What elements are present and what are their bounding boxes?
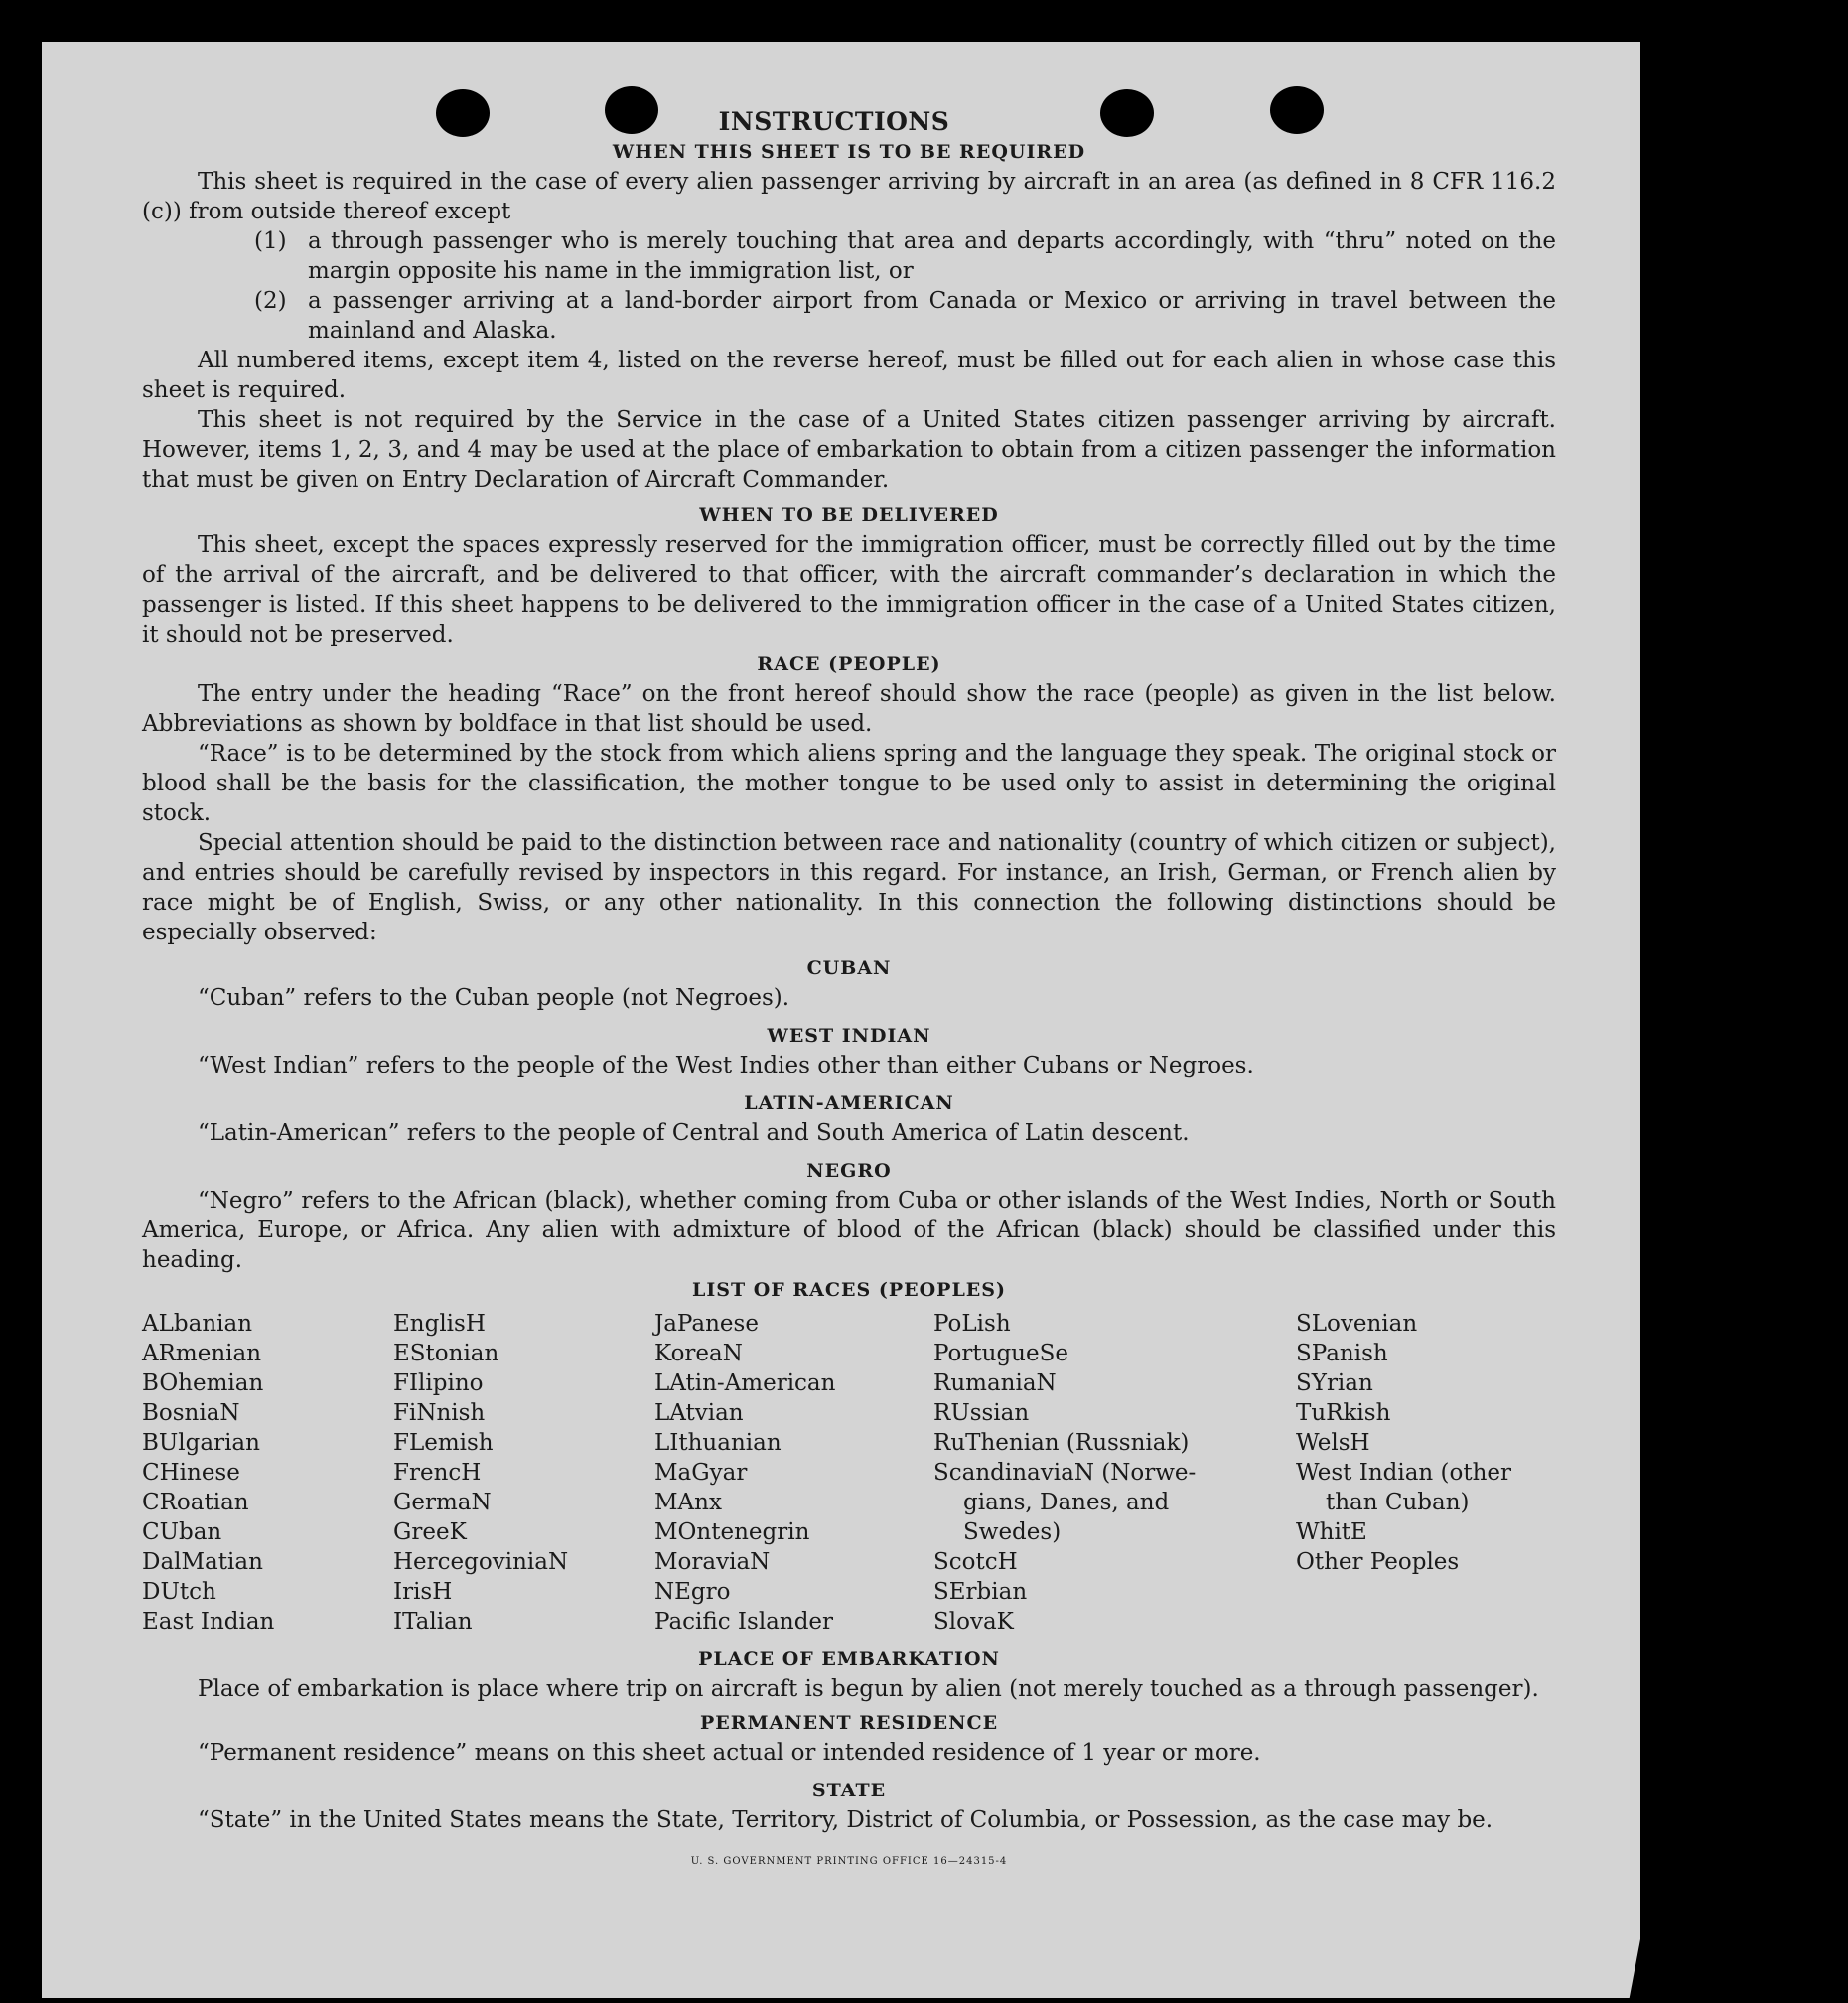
paragraph: This sheet, except the spaces expressly reserved for the immigration officer, must be correctly filled out by the time of the arrival of the aircraft, and be delivered to that officer, with the aircraft commander’s declaration in which the passenger is listed. If this sheet happens to be delivered to the immigration officer in the case of a United States citizen, it should not be preserved.: [142, 532, 1556, 647]
race-entry: ScandinaviaN (Norwe-: [933, 1460, 1197, 1486]
paragraph: “Latin-American” refers to the people of Central and South America of Latin descent.: [198, 1120, 1190, 1146]
race-entry: Pacific Islander: [654, 1609, 834, 1635]
section-heading: WEST INDIAN: [767, 1025, 931, 1047]
section-heading: LIST OF RACES (PEOPLES): [692, 1279, 1006, 1301]
race-entry: LAtin-American: [654, 1370, 836, 1396]
race-entry: East Indian: [142, 1609, 275, 1635]
race-column: [1296, 1309, 1556, 1637]
race-entry-continued: gians, Danes, and: [963, 1490, 1170, 1515]
section-heading: CUBAN: [806, 957, 892, 979]
race-entry: SlovaK: [933, 1609, 1014, 1635]
race-entry: WhitE: [1296, 1519, 1367, 1545]
instructions-content: [142, 107, 1556, 1877]
race-entry: NEgro: [654, 1579, 731, 1605]
race-entry: BUlgarian: [142, 1430, 260, 1456]
paragraph: All numbered items, except item 4, listed on the reverse hereof, must be filled out for each alien in whose case this sheet is required.: [142, 348, 1556, 403]
race-entry: ARmenian: [142, 1341, 262, 1366]
race-entry: PortugueSe: [933, 1341, 1068, 1366]
race-entry: FLemish: [393, 1430, 494, 1456]
item-number: (1): [254, 228, 287, 254]
race-entry: FiNnish: [393, 1400, 486, 1426]
section-heading: WHEN TO BE DELIVERED: [699, 504, 999, 526]
paragraph: Place of embarkation is place where trip on aircraft is begun by alien (not merely touched as a through passenger).: [198, 1676, 1539, 1702]
race-entry: DalMatian: [142, 1549, 263, 1575]
race-entry: GermaN: [393, 1490, 492, 1515]
paragraph: “West Indian” refers to the people of the West Indies other than either Cubans or Negroes.: [198, 1053, 1254, 1078]
race-entry: MaGyar: [654, 1460, 748, 1486]
paragraph: This sheet is required in the case of every alien passenger arriving by aircraft in an area (as defined in 8 CFR 116.2 (c)) from outside thereof except: [142, 169, 1556, 224]
race-entry: EStonian: [393, 1341, 499, 1366]
race-entry: JaPanese: [654, 1311, 759, 1337]
race-entry: ITalian: [393, 1609, 473, 1635]
list-item: [254, 226, 1556, 286]
race-column: [654, 1309, 933, 1637]
race-column: [393, 1309, 654, 1637]
list-item: [254, 286, 1556, 346]
race-entry: MAnx: [654, 1490, 722, 1515]
race-entry: EnglisH: [393, 1311, 486, 1337]
race-entry: KoreaN: [654, 1341, 743, 1366]
race-entry: RuThenian (Russniak): [933, 1430, 1190, 1456]
race-entry: MoraviaN: [654, 1549, 771, 1575]
section-heading: RACE (PEOPLE): [757, 653, 941, 675]
race-entry: BOhemian: [142, 1370, 264, 1396]
race-entry: LAtvian: [654, 1400, 744, 1426]
race-entry: TuRkish: [1296, 1400, 1391, 1426]
item-text: a passenger arriving at a land-border airport from Canada or Mexico or arriving in travel between the mainland and Alaska.: [308, 288, 1556, 344]
race-entry: PoLish: [933, 1311, 1011, 1337]
section-heading: NEGRO: [806, 1160, 892, 1182]
race-entry: CHinese: [142, 1460, 240, 1486]
item-number: (2): [254, 288, 287, 314]
race-entry: ALbanian: [142, 1311, 253, 1337]
race-entry: CUban: [142, 1519, 222, 1545]
race-entry: WelsH: [1296, 1430, 1370, 1456]
race-entry: HercegoviniaN: [393, 1549, 569, 1575]
section-heading: PLACE OF EMBARKATION: [698, 1648, 1000, 1670]
race-entry: MOntenegrin: [654, 1519, 810, 1545]
paragraph: The entry under the heading “Race” on the front hereof should show the race (people) as given in the list below. Abbreviations as shown by boldface in that list should be used.: [142, 681, 1556, 737]
paragraph: “Cuban” refers to the Cuban people (not Negroes).: [198, 985, 790, 1011]
paragraph: “State” in the United States means the State, Territory, District of Columbia, or Possession, as the case may be.: [198, 1807, 1493, 1833]
race-column: [933, 1309, 1296, 1637]
race-entry: Other Peoples: [1296, 1549, 1460, 1575]
section-heading: LATIN-AMERICAN: [744, 1092, 954, 1114]
item-text: a through passenger who is merely touching that area and departs accordingly, with “thru” noted on the margin opposite his name in the immigration list, or: [308, 228, 1556, 284]
race-entry: DUtch: [142, 1579, 216, 1605]
printer-imprint: U. S. GOVERNMENT PRINTING OFFICE 16—24315-4: [690, 1856, 1008, 1867]
race-entry: SLovenian: [1296, 1311, 1418, 1337]
race-entry: FIlipino: [393, 1370, 484, 1396]
race-entry: SPanish: [1296, 1341, 1388, 1366]
race-column: [142, 1309, 393, 1637]
race-entry-continued: than Cuban): [1326, 1490, 1470, 1515]
section-heading: PERMANENT RESIDENCE: [699, 1712, 999, 1734]
race-entry: FrencH: [393, 1460, 482, 1486]
paragraph: “Permanent residence” means on this sheet actual or intended residence of 1 year or more.: [198, 1740, 1261, 1766]
race-entry: GreeK: [393, 1519, 467, 1545]
race-entry: LIthuanian: [654, 1430, 782, 1456]
race-entry: IrisH: [393, 1579, 453, 1605]
section-heading: STATE: [811, 1780, 887, 1801]
paragraph: This sheet is not required by the Service in the case of a United States citizen passenger arriving by aircraft. However, items 1, 2, 3, and 4 may be used at the place of embarkation to obtain from a citizen passenger the information that must be given on Entry Declaration of Aircraft Commander.: [142, 407, 1556, 493]
race-entry: RUssian: [933, 1400, 1030, 1426]
race-entry-continued: Swedes): [963, 1519, 1062, 1545]
paragraph: “Race” is to be determined by the stock from which aliens spring and the language they speak. The original stock or blood shall be the basis for the classification, the mother tongue to be used only to assist in determining the original stock.: [142, 741, 1556, 826]
paragraph: Special attention should be paid to the distinction between race and nationality (country of which citizen or subject), and entries should be carefully revised by inspectors in this regard. For instance, an Irish, German, or French alien by race might be of English, Swiss, or any other nationality. In this connection the following distinctions should be especially observed:: [142, 830, 1556, 945]
race-entry: SErbian: [933, 1579, 1028, 1605]
race-entry: SYrian: [1296, 1370, 1373, 1396]
paragraph: “Negro” refers to the African (black), whether coming from Cuba or other islands of the West Indies, North or South America, Europe, or Africa. Any alien with admixture of blood of the African (black) should be classified under this heading.: [142, 1188, 1556, 1273]
race-list: [142, 1309, 1556, 1637]
section-heading: WHEN THIS SHEET IS TO BE REQUIRED: [612, 141, 1086, 163]
race-entry: ScotcH: [933, 1549, 1018, 1575]
race-entry: CRoatian: [142, 1490, 249, 1515]
race-entry: West Indian (other: [1296, 1460, 1512, 1486]
page-title: INSTRUCTIONS: [718, 107, 950, 136]
race-entry: BosniaN: [142, 1400, 240, 1426]
race-entry: RumaniaN: [933, 1370, 1057, 1396]
